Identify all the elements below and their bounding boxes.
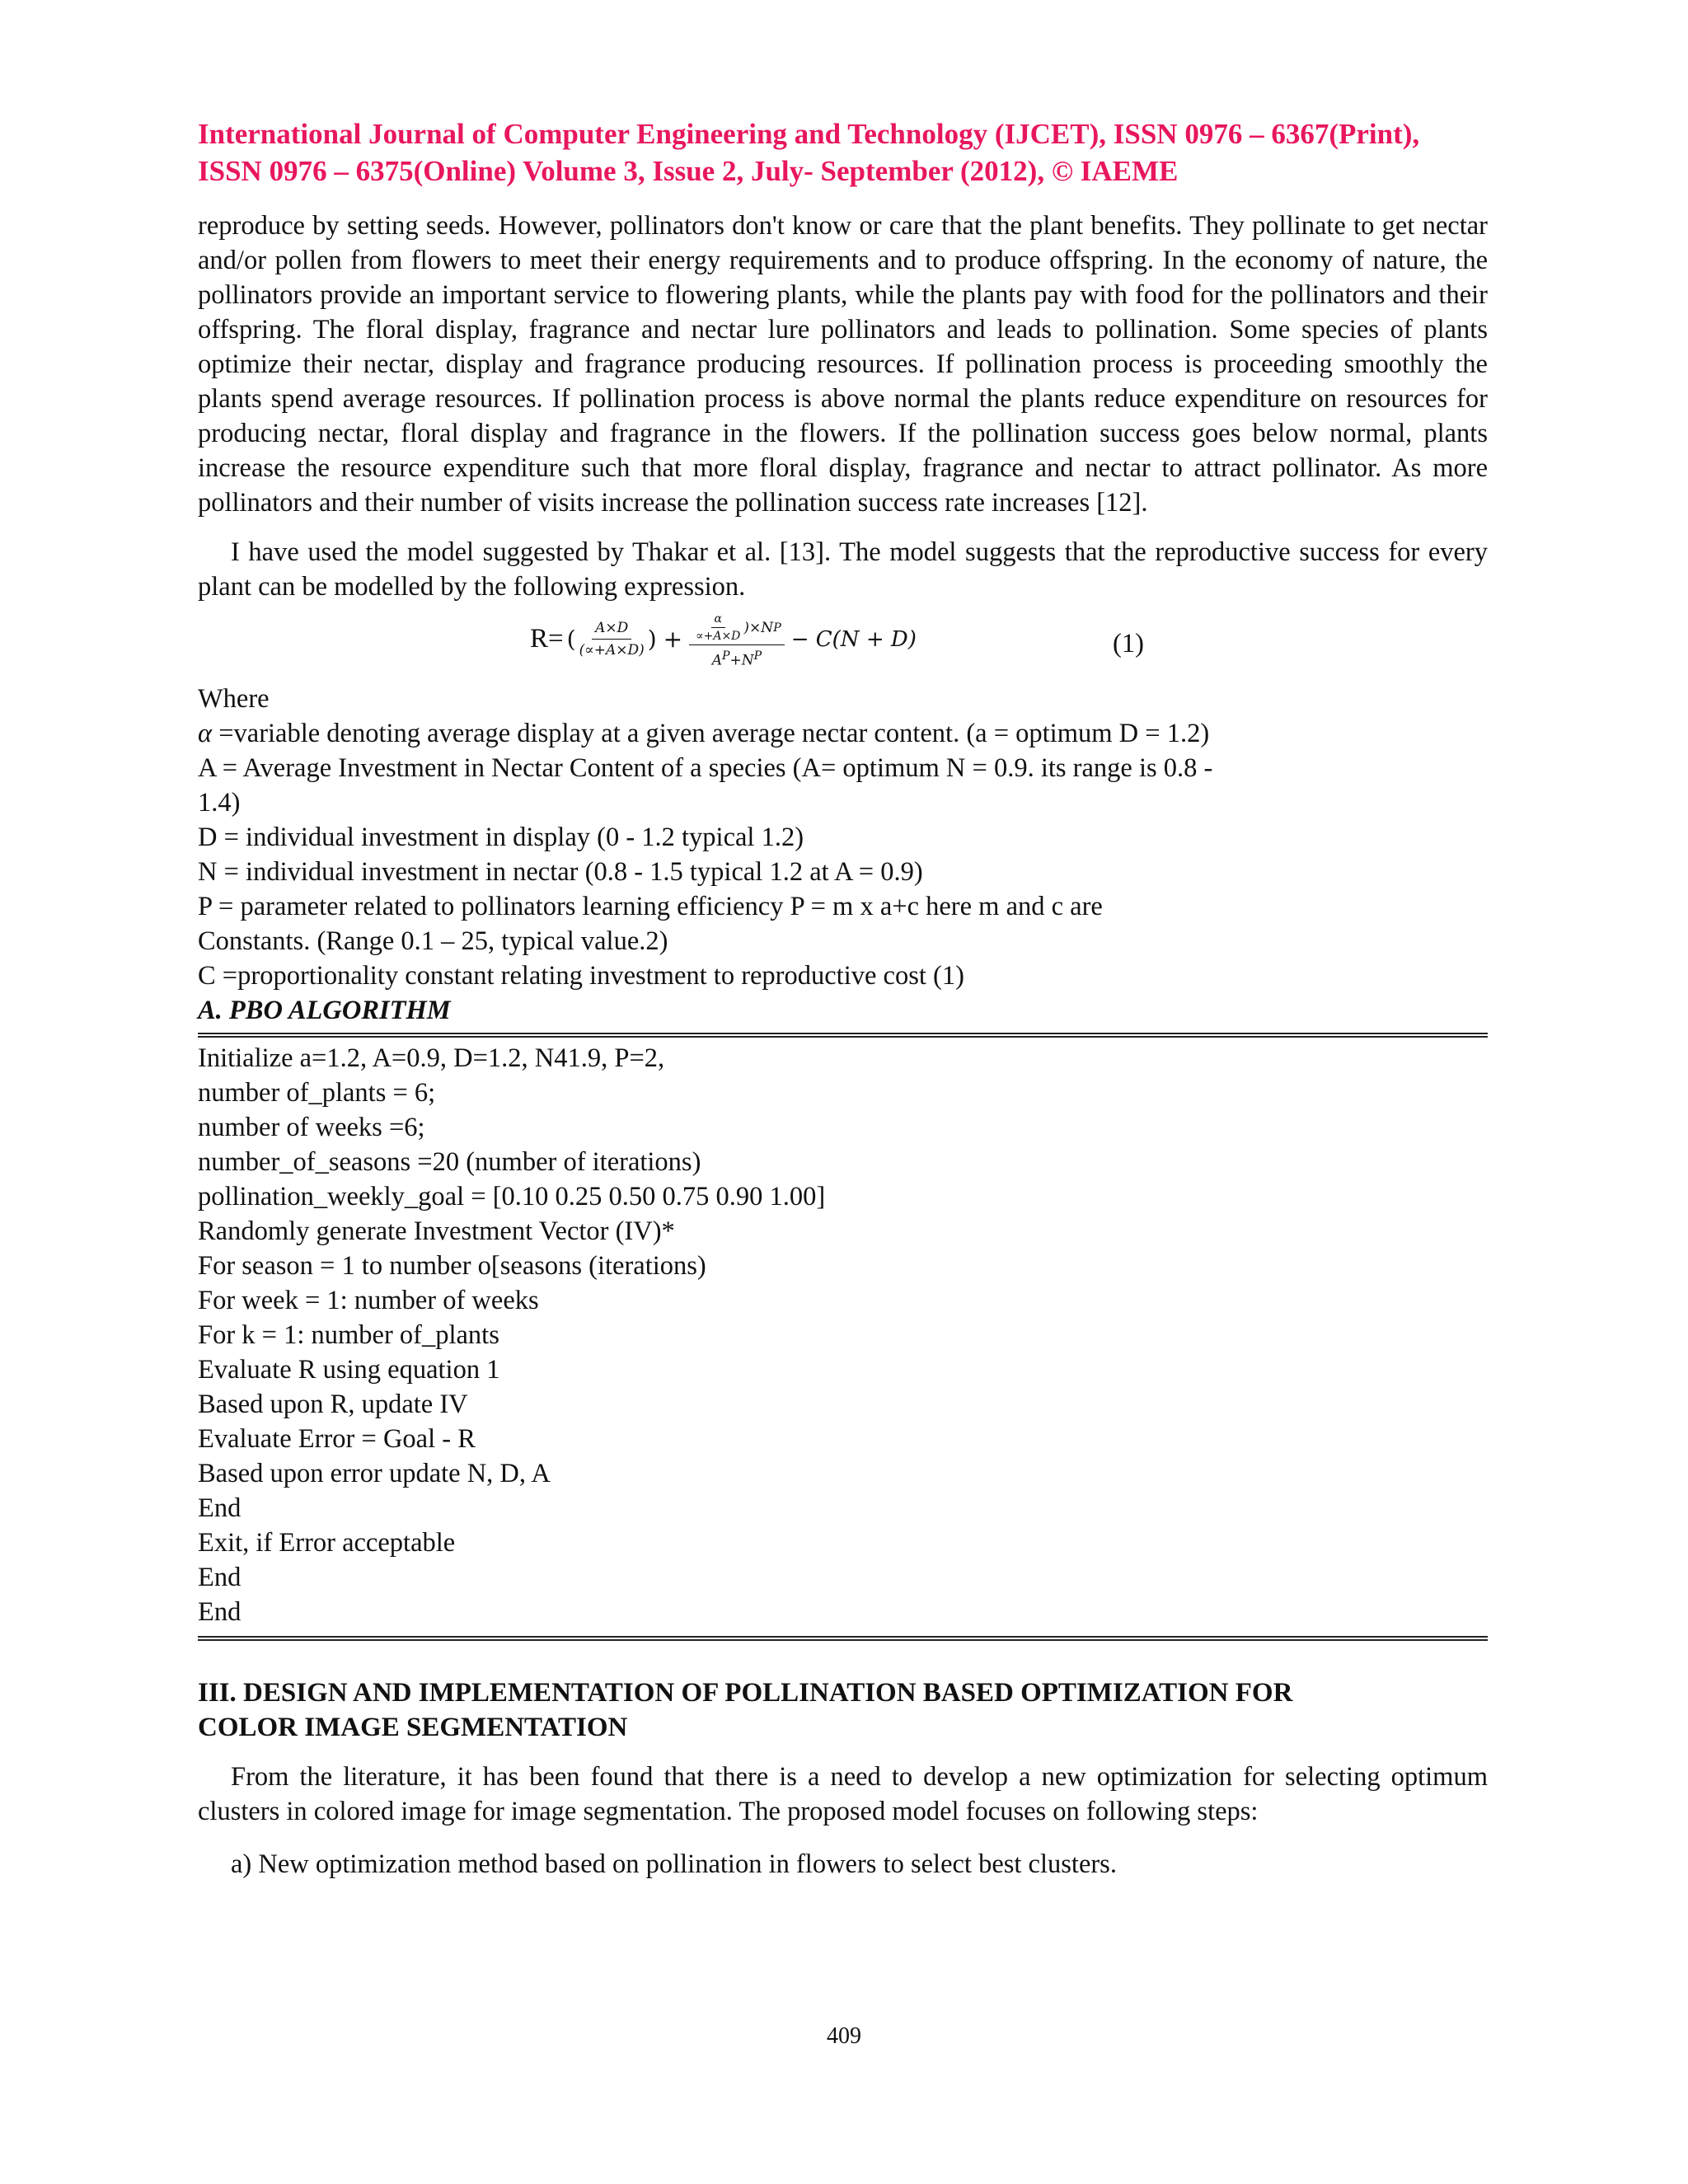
algorithm-line: For k = 1: number of_plants <box>198 1320 499 1350</box>
fraction-2-numerator <box>689 609 785 645</box>
journal-header-line-1: International Journal of Computer Engineering and Technology (IJCET), ISSN 0976 – 6367(Print), <box>198 118 1420 150</box>
fraction-1-denominator: (∝+A×D) <box>579 642 645 659</box>
algorithm-box <box>198 1038 1488 1631</box>
algorithm-heading: A. PBO ALGORITHM <box>198 996 451 1025</box>
definition-A-line-1: A = Average Investment in Nectar Content of a species (A= optimum N = 0.9. its range is 0.8 - <box>198 753 1213 783</box>
algorithm-line: Randomly generate Investment Vector (IV)* <box>198 1216 675 1246</box>
algorithm-line: For season = 1 to number o[seasons (iterations) <box>198 1251 706 1281</box>
definitions-where: Where <box>198 684 270 714</box>
fraction-2-tail: )×N <box>743 619 774 636</box>
equation-open-paren: ( <box>566 626 576 654</box>
algorithm-line: End <box>198 1563 241 1592</box>
algorithm-line: number_of_seasons =20 (number of iterations) <box>198 1147 701 1177</box>
journal-header-line-2: ISSN 0976 – 6375(Online) Volume 3, Issue 2, July- September (2012), © IAEME <box>198 155 1179 187</box>
algorithm-line: Based upon R, update IV <box>198 1390 468 1419</box>
fraction-2-inner-fraction <box>692 612 743 643</box>
algorithm-line: number of weeks =6; <box>198 1113 425 1142</box>
equation-lhs: R= <box>530 624 564 654</box>
definition-P-line-1: P = parameter related to pollinators learning efficiency P = m x a+c here m and c are <box>198 892 1103 921</box>
alpha-symbol: α <box>198 719 213 748</box>
page-body <box>198 115 1488 1882</box>
definition-alpha: α =variable denoting average display at a given average nectar content. (a = optimum D = 1.2) <box>198 719 1210 748</box>
definition-P-line-2: Constants. (Range 0.1 – 25, typical value.2) <box>198 926 668 956</box>
fraction-2-denominator: $A^P+N^P$ <box>711 649 762 669</box>
algorithm-line: End <box>198 1493 241 1523</box>
inner-numerator: α <box>711 612 725 628</box>
algorithm-line: number of_plants = 6; <box>198 1078 436 1108</box>
definition-D: D = individual investment in display (0 - 1.2 typical 1.2) <box>198 823 804 852</box>
section-3-paragraph: From the literature, it has been found that there is a need to develop a new optimization for selecting optimum clusters in colored image for image segmentation. The proposed model focuses on following steps: <box>198 1762 1488 1826</box>
algorithm-line: For week = 1: number of weeks <box>198 1286 539 1315</box>
inner-denominator: ∝+A×D <box>696 630 741 643</box>
algorithm-line: Evaluate Error = Goal - R <box>198 1424 476 1454</box>
fraction-2-tail-exponent: P <box>773 621 781 635</box>
equation-cost-term: − C(N + D) <box>790 626 917 652</box>
fraction-1-numerator: A×D <box>592 619 631 640</box>
journal-header <box>198 115 1488 190</box>
paragraph-model-intro: I have used the model suggested by Thakar et al. [13]. The model suggests that the reproductive success for every plant can be modelled by the following expression. <box>198 537 1488 602</box>
section-3-title-line-2: COLOR IMAGE SEGMENTATION <box>198 1713 628 1742</box>
equation-number: (1) <box>1113 629 1144 658</box>
equation-expression <box>530 609 923 670</box>
algorithm-line: End <box>198 1597 241 1627</box>
variable-definitions <box>198 682 1488 993</box>
equation-fraction-2 <box>689 609 785 670</box>
equation-fraction-1 <box>576 619 648 659</box>
page-number: 409 <box>827 2023 861 2049</box>
algorithm-line: Evaluate R using equation 1 <box>198 1355 500 1385</box>
paragraph-pollinators: reproduce by setting seeds. However, pollinators don't know or care that the plant benefits. They pollinate to get nectar and/or pollen from flowers to meet their energy requirements and to produce offspring. In the economy of nature, the pollinators provide an important service to flowering plants, while the plants pay with food for the pollinators and their offspring. The floral display, fragrance and nectar lure pollinators and leads to pollination. Some species of plants optimize their nectar, display and fragrance producing resources. If pollination process is proceeding smoothly the plants spend average resources. If pollination process is above normal the plants reduce expenditure on resources for producing nectar, floral display and fragrance in the flowers. If the pollination success goes below normal, plants increase the resource expenditure such that more floral display, fragrance and nectar to attract pollinator. As more pollinators and their number of visits increase the pollination success rate increases [12]. <box>198 211 1488 518</box>
equation-close-paren: ) <box>647 626 657 654</box>
algorithm-line: pollination_weekly_goal = [0.10 0.25 0.50 0.75 0.90 1.00] <box>198 1182 826 1212</box>
definition-A-line-2: 1.4) <box>198 788 241 818</box>
algorithm-line: Initialize a=1.2, A=0.9, D=1.2, N41.9, P=2, <box>198 1043 665 1073</box>
definition-N: N = individual investment in nectar (0.8 - 1.5 typical 1.2 at A = 0.9) <box>198 857 923 887</box>
definition-C: C =proportionality constant relating investment to reproductive cost (1) <box>198 961 964 991</box>
equation-plus: + <box>663 626 683 654</box>
algorithm-line: Exit, if Error acceptable <box>198 1528 456 1558</box>
algorithm-bottom-rule <box>198 1636 1488 1641</box>
section-3-step-a: a) New optimization method based on pollination in flowers to select best clusters. <box>231 1849 1117 1879</box>
equation-1 <box>198 606 1488 682</box>
section-3-title-line-1: III. DESIGN AND IMPLEMENTATION OF POLLINATION BASED OPTIMIZATION FOR <box>198 1678 1293 1708</box>
section-3-title <box>198 1675 1488 1745</box>
algorithm-line: Based upon error update N, D, A <box>198 1459 551 1488</box>
